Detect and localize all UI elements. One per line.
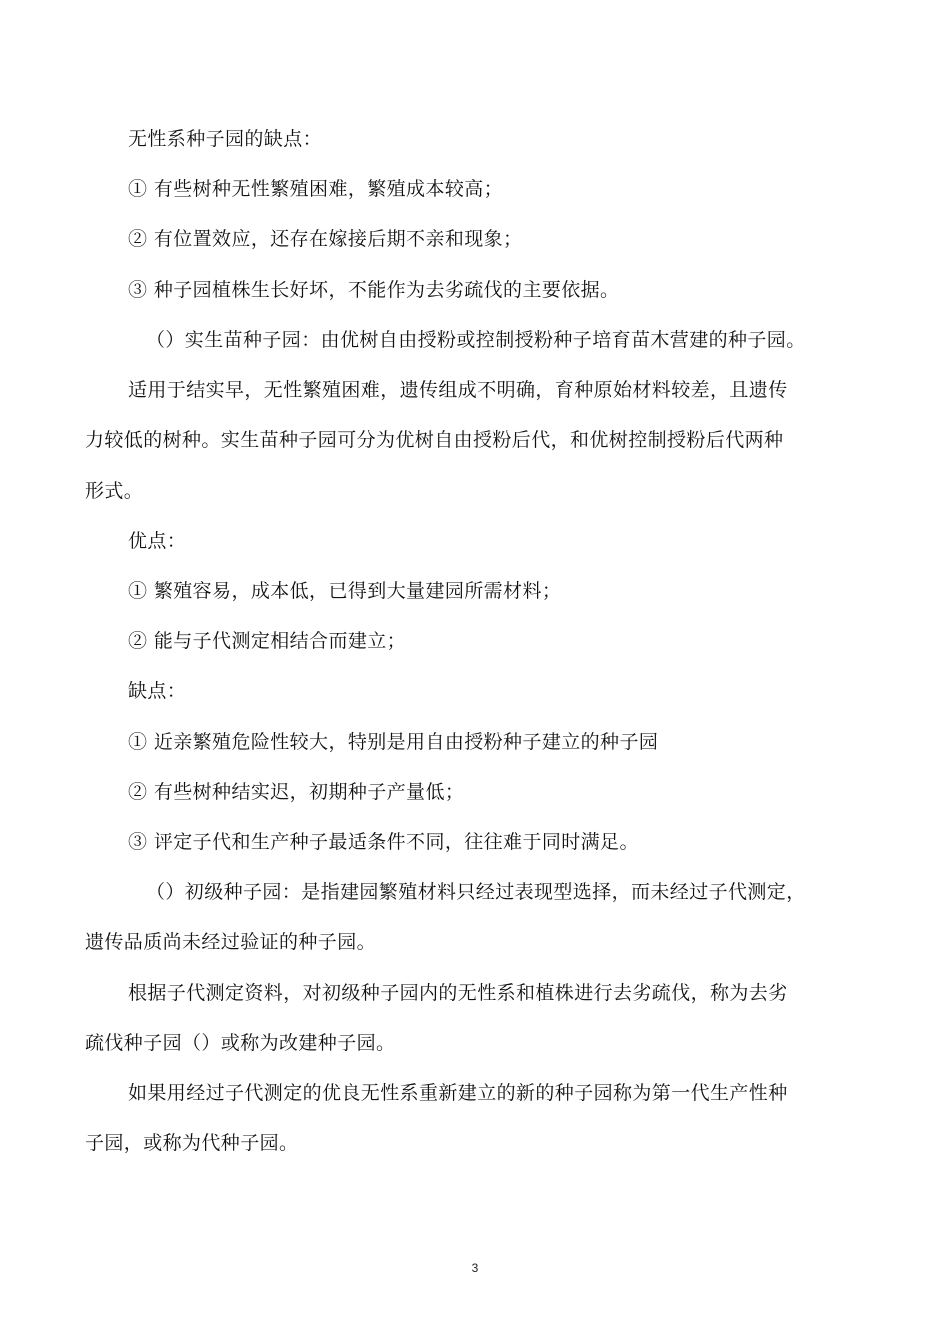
paragraph-line: 如果用经过子代测定的优良无性系重新建立的新的种子园称为第一代生产性种 — [128, 1082, 788, 1104]
list-item: ② 能与子代测定相结合而建立； — [128, 630, 407, 652]
list-item: ③ 评定子代和生产种子最适条件不同，往往难于同时满足。 — [128, 831, 639, 853]
list-item: ③ 种子园植株生长好坏，不能作为去劣疏伐的主要依据。 — [128, 279, 620, 301]
paragraph-line: 力较低的树种。实生苗种子园可分为优树自由授粉后代，和优树控制授粉后代两种 — [85, 429, 784, 451]
list-item: ① 有些树种无性繁殖困难，繁殖成本较高； — [128, 178, 504, 200]
paragraph-line: 遗传品质尚未经过验证的种子园。 — [85, 931, 377, 953]
paragraph-line: 根据子代测定资料，对初级种子园内的无性系和植株进行去劣疏伐，称为去劣 — [128, 982, 788, 1004]
list-item: ① 繁殖容易，成本低，已得到大量建园所需材料； — [128, 580, 562, 602]
page-number: 3 — [471, 1261, 479, 1275]
paragraph-primary-orchard-definition: （）初级种子园：是指建园繁殖材料只经过表现型选择，而未经过子代测定， — [146, 881, 806, 903]
paragraph-seedling-orchard-definition: （）实生苗种子园：由优树自由授粉或控制授粉种子培育苗木营建的种子园。 — [146, 329, 806, 351]
list-item: ② 有位置效应，还存在嫁接后期不亲和现象； — [128, 228, 523, 250]
paragraph-line: 疏伐种子园（）或称为改建种子园。 — [85, 1032, 396, 1054]
paragraph-line: 形式。 — [85, 480, 144, 502]
paragraph-line: 适用于结实早，无性繁殖困难，遗传组成不明确，育种原始材料较差，且遗传 — [128, 379, 788, 401]
heading-clonal-orchard-disadvantages: 无性系种子园的缺点： — [128, 128, 323, 150]
heading-advantages: 优点： — [128, 530, 187, 552]
heading-disadvantages: 缺点： — [128, 680, 187, 702]
list-item: ① 近亲繁殖危险性较大，特别是用自由授粉种子建立的种子园 — [128, 731, 659, 753]
list-item: ② 有些树种结实迟，初期种子产量低； — [128, 781, 465, 803]
paragraph-line: 子园，或称为代种子园。 — [85, 1132, 299, 1154]
